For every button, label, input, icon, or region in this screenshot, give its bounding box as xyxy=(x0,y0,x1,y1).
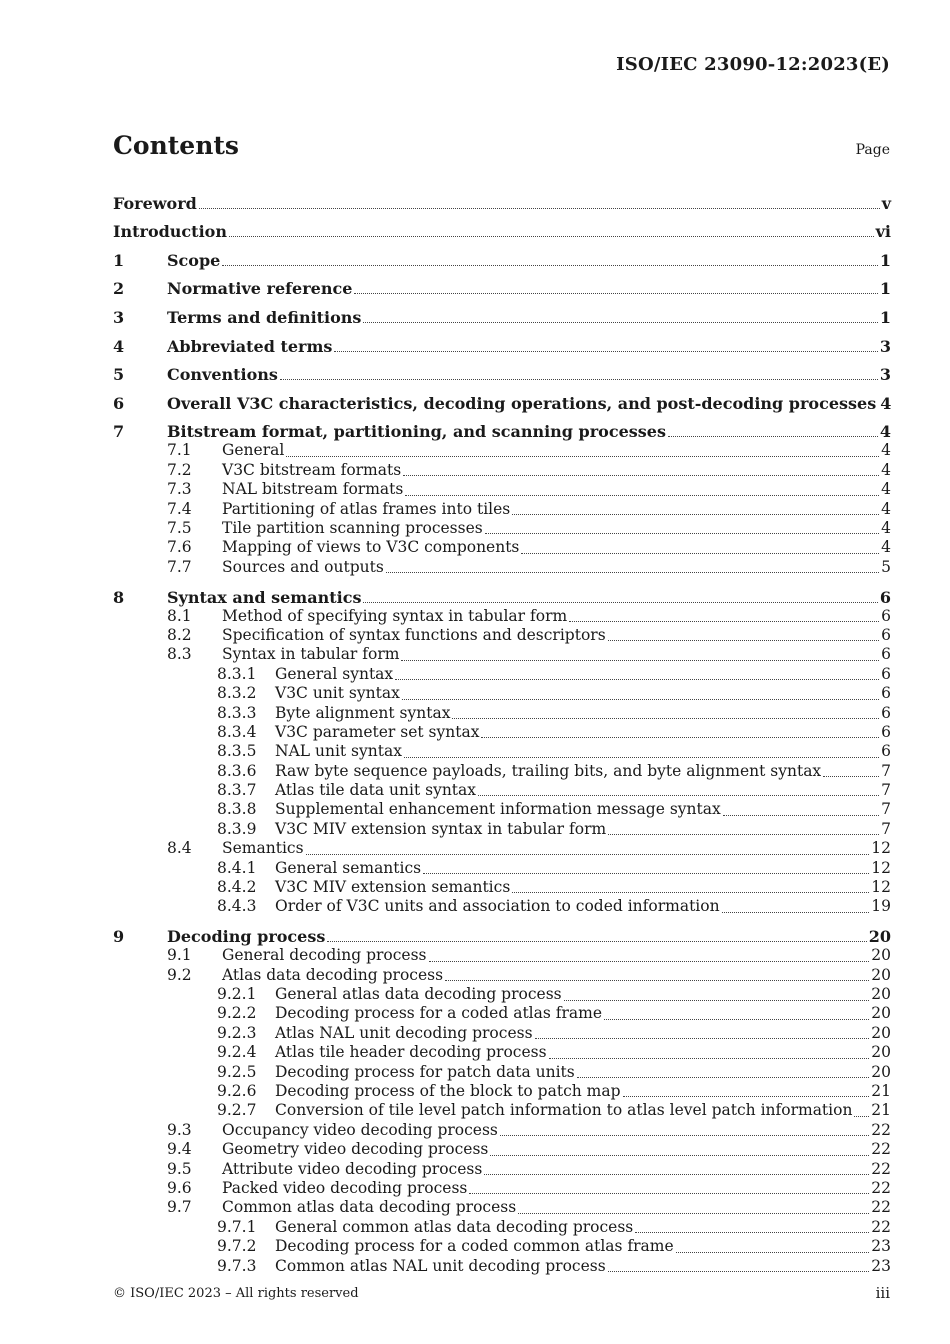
toc-entry-page: 6 xyxy=(881,625,891,644)
dot-leader xyxy=(723,815,879,816)
dot-leader xyxy=(722,912,870,913)
toc-entry-label: Introduction xyxy=(113,222,227,242)
toc-entry-page: 12 xyxy=(871,858,891,877)
toc-entry-page: 23 xyxy=(871,1256,891,1275)
toc-entry-page: 12 xyxy=(871,878,891,897)
toc-entry-label: Attribute video decoding process xyxy=(222,1159,483,1178)
toc-entry-label: Sources and outputs xyxy=(222,557,384,576)
toc-entry-page: 4 xyxy=(879,422,891,442)
dot-leader xyxy=(500,1135,869,1136)
dot-leader xyxy=(403,475,879,476)
toc-entry-number: 2 xyxy=(113,279,125,299)
toc-entry-number: 9.2.4 xyxy=(217,1043,257,1062)
toc-entry[interactable] xyxy=(113,1257,891,1276)
toc-entry-page: 6 xyxy=(881,703,891,722)
toc-entry-number: 7.3 xyxy=(167,480,192,499)
toc-entry-number: 9.6 xyxy=(167,1179,192,1197)
toc-entry-label: Scope xyxy=(167,250,221,270)
toc-entry[interactable] xyxy=(113,665,891,684)
toc-entry-page: 4 xyxy=(881,480,891,499)
toc-entry-number: 8.4.1 xyxy=(217,858,257,877)
dot-leader xyxy=(405,495,879,496)
toc-entry-label: Occupancy video decoding process xyxy=(222,1120,498,1139)
dot-leader xyxy=(854,1116,869,1117)
toc-entry-number: 7.1 xyxy=(167,441,192,460)
toc-entry[interactable] xyxy=(113,1160,891,1179)
toc-entry[interactable] xyxy=(113,723,891,742)
toc-entry-page: 21 xyxy=(871,1101,891,1120)
toc-entry[interactable] xyxy=(113,213,891,242)
toc-entry-number: 8.4.3 xyxy=(217,897,257,916)
toc-entry-page: 20 xyxy=(871,985,891,1004)
toc-entry[interactable] xyxy=(113,1101,891,1120)
toc-entry-label: Bitstream format, partitioning, and scanning processes xyxy=(167,422,666,442)
toc-entry-page: 20 xyxy=(871,1004,891,1023)
toc-entry-number: 8.1 xyxy=(167,606,192,625)
toc-entry-label: Order of V3C units and association to coded information xyxy=(275,897,720,916)
toc-entry-page: 22 xyxy=(871,1179,891,1197)
toc-entry-number: 7.4 xyxy=(167,499,192,518)
toc-entry[interactable] xyxy=(113,645,891,664)
toc-entry-label: Mapping of views to V3C components xyxy=(222,538,520,557)
dot-leader xyxy=(469,1193,869,1194)
toc-entry-number: 9.7.3 xyxy=(217,1256,257,1275)
toc-entry-page: 3 xyxy=(879,336,891,356)
toc-entry-page: 6 xyxy=(879,587,891,607)
page-number: iii xyxy=(875,1284,890,1302)
toc-entry-label: General decoding process xyxy=(222,946,427,965)
toc-entry[interactable] xyxy=(113,897,891,916)
toc-entry-label: Decoding process for patch data units xyxy=(275,1062,575,1081)
dot-leader xyxy=(518,1213,869,1214)
toc-entry-label: Common atlas data decoding process xyxy=(222,1198,517,1217)
toc-entry[interactable] xyxy=(113,184,891,213)
dot-leader xyxy=(401,660,879,661)
toc-entry[interactable] xyxy=(113,1179,891,1198)
toc-entry-page: v xyxy=(881,193,891,213)
dot-leader xyxy=(668,436,878,437)
toc-entry-label: Raw byte sequence payloads, trailing bits, and byte alignment syntax xyxy=(275,761,822,780)
toc-entry-label: Atlas tile header decoding process xyxy=(275,1043,547,1062)
toc-entry[interactable] xyxy=(113,1198,891,1217)
toc-entry[interactable] xyxy=(113,241,891,270)
toc-entry[interactable] xyxy=(113,1082,891,1101)
toc-entry-label: Foreword xyxy=(113,193,197,213)
toc-entry-label: Decoding process of the block to patch map xyxy=(275,1082,621,1101)
dot-leader xyxy=(229,236,874,237)
toc-entry-page: 1 xyxy=(879,279,891,299)
toc-entry-number: 8.4.2 xyxy=(217,878,257,897)
toc-entry-number: 8.2 xyxy=(167,625,192,644)
toc-entry[interactable] xyxy=(113,384,891,413)
toc-entry-number: 9.7.2 xyxy=(217,1237,257,1256)
toc-entry[interactable] xyxy=(113,1024,891,1043)
toc-entry-label: V3C unit syntax xyxy=(275,684,400,703)
toc-entry-label: Terms and definitions xyxy=(167,307,362,327)
toc-entry-number: 9.3 xyxy=(167,1120,192,1139)
dot-leader xyxy=(222,265,878,266)
toc-entry-label: Method of specifying syntax in tabular form xyxy=(222,606,568,625)
dot-leader xyxy=(535,1038,870,1039)
dot-leader xyxy=(334,351,877,352)
toc-entry-label: Conventions xyxy=(167,365,278,385)
toc-entry-page: vi xyxy=(875,222,891,242)
toc-entry-page: 20 xyxy=(871,1043,891,1062)
toc-entry-page: 1 xyxy=(879,250,891,270)
dot-leader xyxy=(481,737,879,738)
toc-entry-label: Atlas NAL unit decoding process xyxy=(275,1023,533,1042)
toc-entry-page: 7 xyxy=(881,819,891,838)
toc-entry-page: 22 xyxy=(871,1140,891,1159)
dot-leader xyxy=(280,379,878,380)
toc-entry[interactable] xyxy=(113,298,891,327)
toc-entry-label: Atlas tile data unit syntax xyxy=(275,781,477,800)
toc-entry-label: General syntax xyxy=(275,664,394,683)
toc-entry-label: Byte alignment syntax xyxy=(275,703,451,722)
toc-entry-page: 7 xyxy=(881,761,891,780)
toc-entry-number: 8.3.9 xyxy=(217,819,257,838)
toc-entry[interactable] xyxy=(113,1237,891,1256)
toc-entry[interactable] xyxy=(113,820,891,839)
toc-entry[interactable] xyxy=(113,500,891,519)
toc-entry-page: 6 xyxy=(881,645,891,664)
toc-entry-number: 8.3.1 xyxy=(217,664,257,683)
toc-entry[interactable] xyxy=(113,781,891,800)
toc-entry-page: 20 xyxy=(868,927,891,947)
dot-leader xyxy=(512,514,879,515)
dot-leader xyxy=(490,1155,869,1156)
toc-entry-number: 9.7.1 xyxy=(217,1217,257,1236)
toc-entry-number: 9.2.7 xyxy=(217,1101,257,1120)
toc-entry-page: 4 xyxy=(881,460,891,479)
toc-entry-label: General xyxy=(222,441,285,460)
toc-entry-page: 7 xyxy=(881,800,891,819)
toc-entry-page: 6 xyxy=(881,664,891,683)
toc-entry[interactable] xyxy=(113,878,891,897)
toc-entry-page: 21 xyxy=(871,1082,891,1101)
toc-entry-number: 8.3.6 xyxy=(217,761,257,780)
toc-entry-number: 7.5 xyxy=(167,518,192,537)
toc-entry-page: 22 xyxy=(871,1159,891,1178)
toc-entry-number: 8.3.7 xyxy=(217,781,257,800)
dot-leader xyxy=(676,1252,870,1253)
dot-leader xyxy=(549,1058,870,1059)
toc-entry[interactable] xyxy=(113,577,891,607)
toc-entry[interactable] xyxy=(113,461,891,480)
toc-entry[interactable] xyxy=(113,538,891,557)
toc-entry-page: 7 xyxy=(881,781,891,800)
toc-entry[interactable] xyxy=(113,762,891,781)
toc-entry[interactable] xyxy=(113,1063,891,1082)
dot-leader xyxy=(485,533,879,534)
toc-entry-label: Tile partition scanning processes xyxy=(222,518,483,537)
toc-entry[interactable] xyxy=(113,480,891,499)
toc-entry-number: 9.7 xyxy=(167,1198,192,1217)
toc-entry[interactable] xyxy=(113,1140,891,1159)
toc-entry[interactable] xyxy=(113,966,891,985)
toc-entry-page: 22 xyxy=(871,1198,891,1217)
toc-entry-page: 5 xyxy=(881,557,891,576)
toc-entry-page: 4 xyxy=(880,393,892,413)
toc-entry[interactable] xyxy=(113,607,891,626)
toc-entry-label: Common atlas NAL unit decoding process xyxy=(275,1256,606,1275)
toc-entry[interactable] xyxy=(113,1121,891,1140)
dot-leader xyxy=(452,718,879,719)
toc-entry-label: Conversion of tile level patch information to atlas level patch information xyxy=(275,1101,853,1120)
toc-entry-page: 20 xyxy=(871,946,891,965)
toc-entry-page: 6 xyxy=(881,742,891,761)
toc-entry-number: 9.4 xyxy=(167,1140,192,1159)
toc-entry-page: 4 xyxy=(881,538,891,557)
toc-entry-number: 9 xyxy=(113,927,125,947)
dot-leader xyxy=(402,699,879,700)
dot-leader xyxy=(423,873,869,874)
toc-entry-label: General semantics xyxy=(275,858,422,877)
toc-entry-number: 9.2.3 xyxy=(217,1023,257,1042)
toc-entry-label: Specification of syntax functions and descriptors xyxy=(222,625,606,644)
toc-entry-label: Partitioning of atlas frames into tiles xyxy=(222,499,511,518)
toc-entry-page: 6 xyxy=(881,684,891,703)
toc-entry-label: Semantics xyxy=(222,839,304,858)
toc-entry-label: Normative reference xyxy=(167,279,353,299)
dot-leader xyxy=(512,892,869,893)
dot-leader xyxy=(429,961,870,962)
toc-entry-page: 4 xyxy=(881,518,891,537)
toc-entry-label: NAL unit syntax xyxy=(275,742,402,761)
dot-leader xyxy=(404,757,879,758)
page-title: Contents xyxy=(113,131,240,160)
toc-entry-label: V3C bitstream formats xyxy=(222,460,402,479)
dot-leader xyxy=(623,1096,870,1097)
toc-entry[interactable] xyxy=(113,441,891,460)
toc-entry-number: 8.4 xyxy=(167,839,192,858)
toc-entry-label: Overall V3C characteristics, decoding operations, and post-decoding processes xyxy=(167,393,877,413)
toc-entry-number: 7.7 xyxy=(167,557,192,576)
toc-entry-number: 1 xyxy=(113,250,125,270)
toc-entry-number: 9.2.6 xyxy=(217,1082,257,1101)
toc-entry[interactable] xyxy=(113,519,891,538)
toc-entry-number: 9.5 xyxy=(167,1159,192,1178)
toc-entry-number: 6 xyxy=(113,393,125,413)
toc-entry-label: Geometry video decoding process xyxy=(222,1140,489,1159)
dot-leader xyxy=(286,456,879,457)
toc-entry[interactable] xyxy=(113,1218,891,1237)
toc-entry-page: 4 xyxy=(881,441,891,460)
toc-entry-number: 8.3.3 xyxy=(217,703,257,722)
toc-entry-page: 6 xyxy=(881,722,891,741)
dot-leader xyxy=(604,1019,869,1020)
toc-entry-label: V3C MIV extension syntax in tabular form xyxy=(275,819,607,838)
toc-entry-label: V3C MIV extension semantics xyxy=(275,878,511,897)
toc-entry[interactable] xyxy=(113,413,891,442)
toc-entry-number: 8.3.4 xyxy=(217,722,257,741)
toc-entry-label: Decoding process for a coded atlas frame xyxy=(275,1004,603,1023)
toc-entry[interactable] xyxy=(113,558,891,577)
toc-entry-number: 7.6 xyxy=(167,538,192,557)
toc-entry-number: 8.3 xyxy=(167,645,192,664)
dot-leader xyxy=(577,1077,870,1078)
dot-leader xyxy=(564,1000,870,1001)
dot-leader xyxy=(484,1174,869,1175)
toc-entry[interactable] xyxy=(113,684,891,703)
dot-leader xyxy=(354,293,877,294)
toc-entry-number: 3 xyxy=(113,307,125,327)
toc-entry-page: 4 xyxy=(881,499,891,518)
toc-entry-label: General atlas data decoding process xyxy=(275,985,562,1004)
toc-entry[interactable] xyxy=(113,704,891,723)
toc-entry[interactable] xyxy=(113,946,891,965)
toc-entry-number: 8 xyxy=(113,587,125,607)
toc-entry-number: 9.2.5 xyxy=(217,1062,257,1081)
toc-entry-page: 22 xyxy=(871,1120,891,1139)
dot-leader xyxy=(635,1232,869,1233)
dot-leader xyxy=(395,679,879,680)
dot-leader xyxy=(327,941,866,942)
dot-leader xyxy=(199,208,880,209)
toc-entry-number: 8.3.5 xyxy=(217,742,257,761)
dot-leader xyxy=(608,834,879,835)
toc-entry-page: 3 xyxy=(879,365,891,385)
document-identifier: ISO/IEC 23090-12:2023(E) xyxy=(616,54,890,75)
toc-entry-label: V3C parameter set syntax xyxy=(275,722,480,741)
dot-leader xyxy=(306,854,870,855)
toc-entry-label: Syntax in tabular form xyxy=(222,645,400,664)
toc-entry[interactable] xyxy=(113,800,891,819)
toc-entry-label: Decoding process for a coded common atlas frame xyxy=(275,1237,674,1256)
dot-leader xyxy=(823,776,879,777)
toc-entry-number: 8.3.8 xyxy=(217,800,257,819)
toc-entry-number: 4 xyxy=(113,336,125,356)
toc-entry-page: 20 xyxy=(871,1023,891,1042)
dot-leader xyxy=(445,980,869,981)
dot-leader xyxy=(363,322,877,323)
toc-entry-number: 9.2 xyxy=(167,965,192,984)
toc-entry[interactable] xyxy=(113,985,891,1004)
toc-entry-page: 20 xyxy=(871,965,891,984)
toc-entry-label: General common atlas data decoding process xyxy=(275,1217,634,1236)
page-column-label: Page xyxy=(855,142,890,158)
dot-leader xyxy=(569,621,879,622)
toc-entry-number: 7 xyxy=(113,422,125,442)
toc-entry-label: Abbreviated terms xyxy=(167,336,333,356)
toc-entry[interactable] xyxy=(113,917,891,947)
toc-entry[interactable] xyxy=(113,1043,891,1062)
toc-entry-label: NAL bitstream formats xyxy=(222,480,404,499)
toc-entry[interactable] xyxy=(113,327,891,356)
toc-entry-number: 5 xyxy=(113,365,125,385)
copyright-notice: © ISO/IEC 2023 – All rights reserved xyxy=(113,1286,359,1301)
table-of-contents xyxy=(113,184,891,1276)
toc-entry-label: Supplemental enhancement information message syntax xyxy=(275,800,721,819)
dot-leader xyxy=(608,1271,870,1272)
dot-leader xyxy=(478,795,879,796)
toc-entry-number: 7.2 xyxy=(167,460,192,479)
toc-entry-page: 22 xyxy=(871,1217,891,1236)
toc-entry-number: 9.2.1 xyxy=(217,985,257,1004)
toc-entry[interactable] xyxy=(113,1005,891,1024)
toc-entry-label: Decoding process xyxy=(167,927,326,947)
dot-leader xyxy=(363,602,877,603)
toc-entry-number: 9.2.2 xyxy=(217,1004,257,1023)
toc-entry[interactable] xyxy=(113,356,891,385)
toc-entry[interactable] xyxy=(113,742,891,761)
dot-leader xyxy=(386,572,879,573)
toc-entry-number: 8.3.2 xyxy=(217,684,257,703)
toc-entry-number: 9.1 xyxy=(167,946,192,965)
toc-entry-page: 6 xyxy=(881,606,891,625)
toc-entry-label: Packed video decoding process xyxy=(222,1179,468,1197)
dot-leader xyxy=(521,553,879,554)
toc-entry[interactable] xyxy=(113,839,891,858)
dot-leader xyxy=(608,640,879,641)
toc-entry-page: 20 xyxy=(871,1062,891,1081)
toc-entry[interactable] xyxy=(113,859,891,878)
toc-entry[interactable] xyxy=(113,626,891,645)
toc-entry-label: Syntax and semantics xyxy=(167,587,362,607)
toc-entry-label: Atlas data decoding process xyxy=(222,965,444,984)
toc-entry-page: 23 xyxy=(871,1237,891,1256)
toc-entry-page: 1 xyxy=(879,307,891,327)
toc-entry[interactable] xyxy=(113,270,891,299)
toc-entry-page: 12 xyxy=(871,839,891,858)
toc-entry-page: 19 xyxy=(871,897,891,916)
